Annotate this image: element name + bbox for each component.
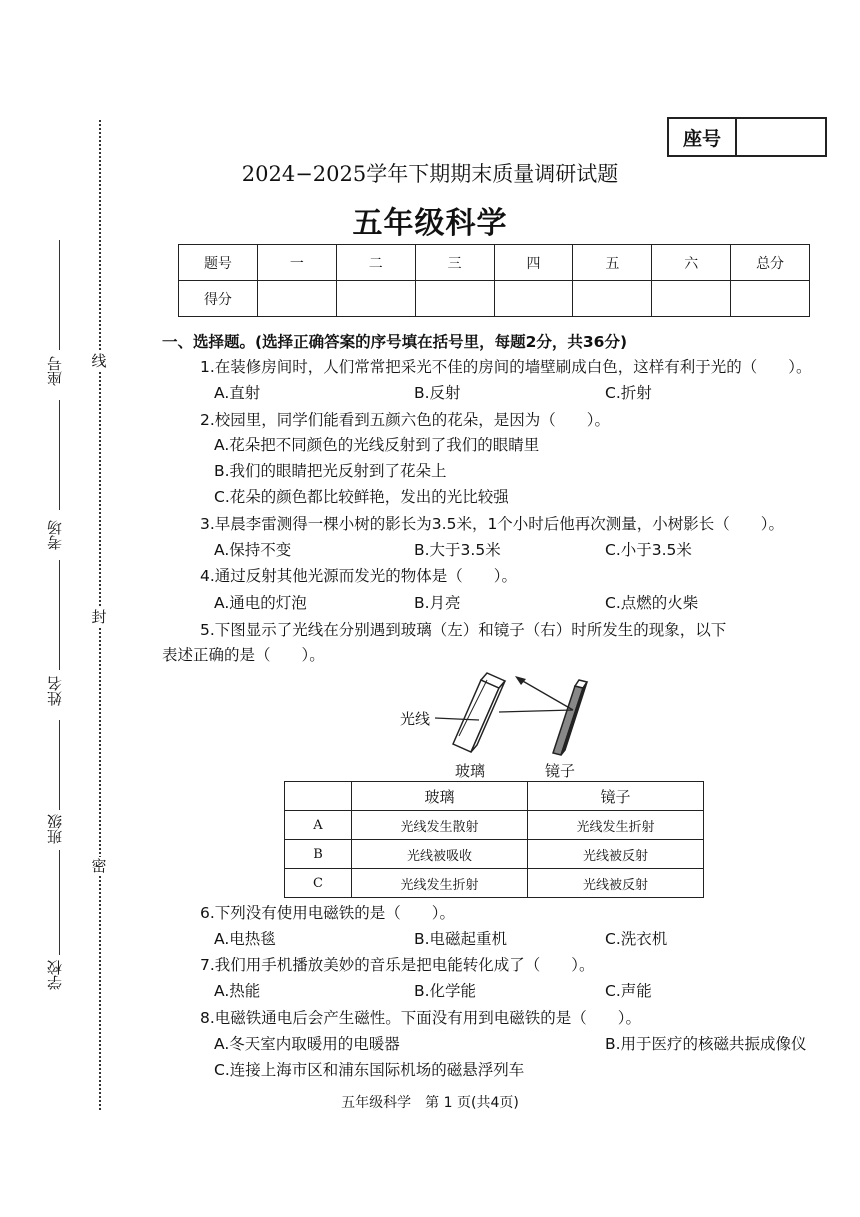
question-7-option-a: A.热能 [214, 982, 261, 1000]
question-4-option-b: B.月亮 [414, 594, 461, 612]
subject-title: 五年级科学 [352, 206, 508, 241]
question-8-option-a: A.冬天室内取暖用的电暖器 [214, 1035, 400, 1053]
figure-label-light: 光线 [400, 710, 431, 728]
binding-word-line: 线 [91, 352, 107, 370]
table-row [285, 811, 704, 840]
table-row [285, 840, 704, 869]
table-cell: A [285, 811, 352, 840]
table-header-cell: 镜子 [528, 782, 704, 811]
score-input-cell[interactable] [494, 281, 573, 317]
score-cell: 题号 [179, 245, 258, 281]
table-row [285, 869, 704, 898]
question-2-option-c: C.花朵的颜色都比较鲜艳，发出的光比较强 [214, 488, 509, 506]
school-line[interactable] [59, 850, 60, 955]
table-cell: 光线被反射 [528, 840, 704, 869]
table-cell: C [285, 869, 352, 898]
score-row-label: 得分 [179, 281, 258, 317]
figure-label-glass: 玻璃 [455, 762, 486, 780]
question-5-answer-table [284, 781, 704, 898]
question-7-option-c: C.声能 [605, 982, 652, 1000]
score-table [178, 244, 810, 317]
question-1-option-b: B.反射 [414, 384, 461, 402]
table-cell: 光线被反射 [528, 869, 704, 898]
question-2-option-a: A.花朵把不同颜色的光线反射到了我们的眼睛里 [214, 436, 540, 454]
question-7-option-b: B.化学能 [414, 982, 477, 1000]
class-line[interactable] [59, 720, 60, 810]
class-label: 班级 [46, 814, 64, 844]
table-cell: 光线被吸收 [352, 840, 528, 869]
question-2-option-b: B.我们的眼睛把光反射到了花朵上 [214, 462, 447, 480]
score-table-score-row [179, 281, 810, 317]
table-cell: 光线发生折射 [528, 811, 704, 840]
score-cell: 三 [415, 245, 494, 281]
score-input-cell[interactable] [336, 281, 415, 317]
table-header-cell [285, 782, 352, 811]
question-6-option-b: B.电磁起重机 [414, 930, 508, 948]
question-4-stem: 4.通过反射其他光源而发光的物体是（ ）。 [200, 567, 518, 585]
seat-number-label: 座号 [46, 356, 64, 386]
binding-word-secret: 密 [91, 857, 107, 875]
score-cell: 四 [494, 245, 573, 281]
seat-number-line[interactable] [59, 240, 60, 350]
question-8-option-b: B.用于医疗的核磁共振成像仪 [605, 1035, 807, 1053]
score-input-cell[interactable] [573, 281, 652, 317]
question-4-option-a: A.通电的灯泡 [214, 594, 307, 612]
score-input-cell[interactable] [652, 281, 731, 317]
table-cell: B [285, 840, 352, 869]
score-table-header-row [179, 245, 810, 281]
table-header-row [285, 782, 704, 811]
score-input-cell[interactable] [415, 281, 494, 317]
question-7-stem: 7.我们用手机播放美妙的音乐是把电能转化成了（ ）。 [200, 956, 595, 974]
glass-block [453, 673, 505, 752]
mirror [553, 680, 587, 755]
question-8-option-c: C.连接上海市区和浦东国际机场的磁悬浮列车 [214, 1061, 525, 1079]
table-header-cell: 玻璃 [352, 782, 528, 811]
page-footer: 五年级科学 第 1 页(共4页) [341, 1095, 519, 1111]
score-cell: 六 [652, 245, 731, 281]
score-cell: 二 [336, 245, 415, 281]
question-6-option-c: C.洗衣机 [605, 930, 668, 948]
exam-title: 2024−2025学年下期期末质量调研试题 [241, 162, 619, 186]
section-heading: 一、选择题。(选择正确答案的序号填在括号里，每题2分，共36分) [162, 333, 628, 351]
question-6-stem: 6.下列没有使用电磁铁的是（ ）。 [200, 904, 456, 922]
exam-room-line[interactable] [59, 400, 60, 510]
score-cell: 一 [257, 245, 336, 281]
question-1-option-c: C.折射 [605, 384, 652, 402]
seat-box-label: 座号 [669, 119, 737, 155]
question-4-option-c: C.点燃的火柴 [605, 594, 699, 612]
question-1-stem: 1.在装修房间时，人们常常把采光不佳的房间的墙壁刷成白色，这样有利于光的（ ）。 [200, 358, 812, 376]
question-2-stem: 2.校园里，同学们能看到五颜六色的花朵，是因为（ ）。 [200, 411, 611, 429]
question-1-option-a: A.直射 [214, 384, 261, 402]
question-3-stem: 3.早晨李雷测得一棵小树的影长为3.5米，1个小时后他再次测量，小树影长（ ）。 [200, 515, 785, 533]
table-cell: 光线发生散射 [352, 811, 528, 840]
question-5-stem: 5.下图显示了光线在分别遇到玻璃（左）和镜子（右）时所发生的现象，以下 [200, 621, 727, 639]
question-6-option-a: A.电热毯 [214, 930, 276, 948]
score-input-cell[interactable] [731, 281, 810, 317]
name-label: 姓名 [46, 676, 64, 706]
exam-room-label: 考场 [46, 520, 64, 550]
table-cell: 光线发生折射 [352, 869, 528, 898]
score-input-cell[interactable] [257, 281, 336, 317]
binding-word-seal: 封 [91, 608, 107, 626]
question-5-stem-cont: 表述正确的是（ ）。 [162, 646, 325, 664]
question-3-option-a: A.保持不变 [214, 541, 292, 559]
score-cell: 总分 [731, 245, 810, 281]
figure-label-mirror: 镜子 [545, 762, 576, 780]
name-line[interactable] [59, 560, 60, 670]
score-cell: 五 [573, 245, 652, 281]
seat-box-field[interactable] [737, 119, 825, 155]
question-8-stem: 8.电磁铁通电后会产生磁性。下面没有用到电磁铁的是（ ）。 [200, 1009, 642, 1027]
question-3-option-c: C.小于3.5米 [605, 541, 692, 559]
school-label: 学校 [46, 960, 64, 990]
question-3-option-b: B.大于3.5米 [414, 541, 501, 559]
seat-number-box [667, 117, 827, 157]
